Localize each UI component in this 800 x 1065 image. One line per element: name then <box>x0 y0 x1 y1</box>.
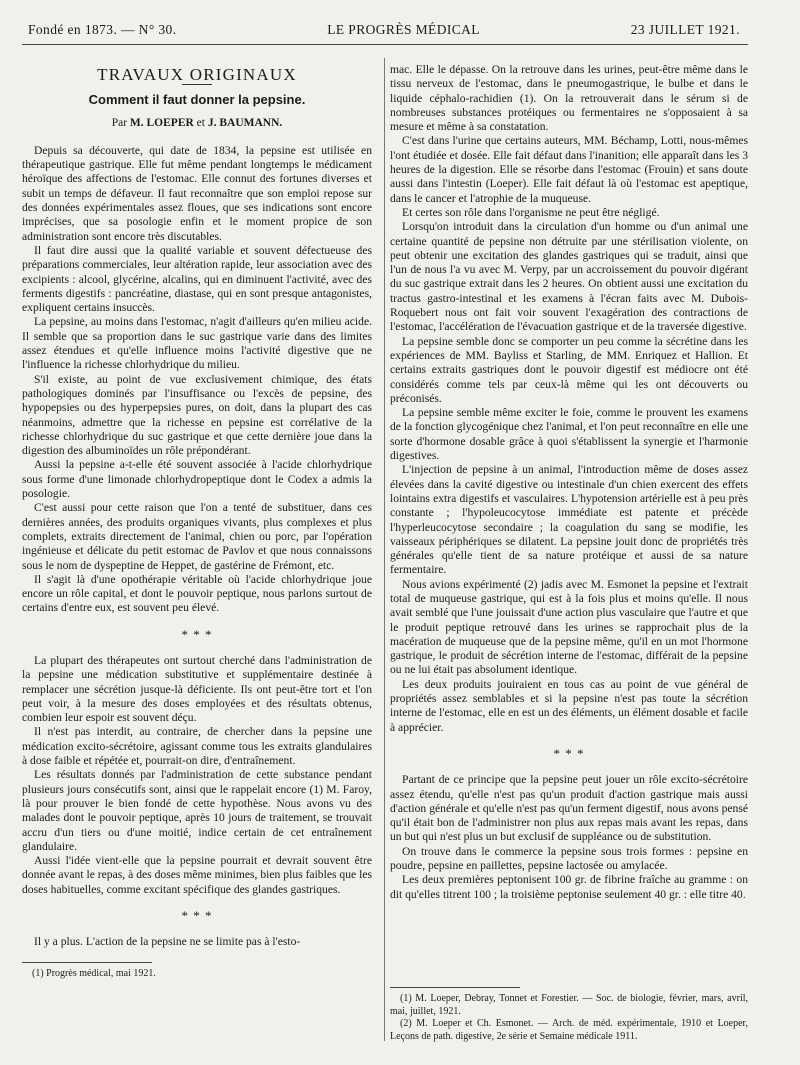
paragraph: Aussi la pepsine a-t-elle été souvent associée à l'acide chlorhydrique sous forme d'une limonade chlorhydropeptique dont le Codex a admis la posologie. <box>22 458 372 501</box>
paragraph: Depuis sa découverte, qui date de 1834, la pepsine est utilisée en thérapeutique gastrique. Elle fut même pendant longtemps le médicament héroïque des affections de l'estomac. Elle connut des fortunes diverses et subit un temps de défaveur. Il faut reconnaître que son emploi repose sur des données expérimentales assez floues, que ses indications sont encore imprécises, que sa posologie enfin et le moment propice de son administration sont encore très discutables. <box>22 143 372 243</box>
paragraph: La plupart des thérapeutes ont surtout cherché dans l'administration de la pepsine une médication substitutive et supplémentaire destinée à remplacer une sécrétion jusque-là déficiente. Ils ont peut-être tort et l'on peut voir, à la mesure des doses employées et des résultats obtenus, combien leur espoir est souvent déçu. <box>22 653 372 725</box>
paragraph: La pepsine semble même exciter le foie, comme le prouvent les examens de la fonction glycogénique chez l'animal, et l'on peut reconnaître en elle une sorte d'hormone dosable grâce à quoi s'établissent la synergie et l'harmonie digestives. <box>390 406 748 463</box>
header-date: 23 JUILLET 1921. <box>630 22 740 37</box>
section-title: TRAVAUX ORIGINAUX <box>97 66 297 84</box>
column-divider <box>384 58 385 1041</box>
paragraph: Les deux premières peptonisent 100 gr. de fibrine fraîche au gramme : on dit qu'elles titrent 100 ; la troisième peptonise seulement 40 gr. : elle titre 40. <box>390 873 748 901</box>
left-column <box>22 66 372 1043</box>
footnote-rule <box>22 962 152 963</box>
paragraph: Aussi l'idée vient-elle que la pepsine pourrait et devrait souvent être donnée avant le repas, à des doses même minimes, bien plus faibles que les doses habituelles, comme excitant spécifique des glandes gastriques. <box>22 854 372 896</box>
paragraph: Lorsqu'on introduit dans la circulation d'un homme ou d'un animal une certaine quantité de pepsine non détruite par une stérilisation violente, on peut obtenir une excitation des glandes gastriques qui se traduit, ainsi que l'un de nous l'a vu avec M. Verpy, par un accroissement du pouvoir digérant du suc gastrique extrait dans les 2 heures. On obtient aussi une excitation du tractus gastro-intestinal et les examens à l'écran faits avec M. Dubois-Roquebert nous ont fait voir souvent l'exagération des contractions de l'estomac, l'accélération de l'évacuation gastrique et de la traversée digestive. <box>390 220 748 334</box>
paragraph: La pepsine semble donc se comporter un peu comme la sécrétine dans les expériences de MM. Bayliss et Starling, de MM. Enriquez et Hallion. Et certains extraits gastriques dont le pouvoir digestif est médiocre ont été considérés comme tels par ceux-là même qui les ont découverts ou préconisés. <box>390 334 748 405</box>
paragraph: On trouve dans le commerce la pepsine sous trois formes : pepsine en poudre, pepsine en paillettes, pepsine lactosée ou amylacée. <box>390 844 748 873</box>
asterism-divider: * * * <box>181 626 213 642</box>
paragraph: L'injection de pepsine à un animal, l'introduction même de doses assez élevées dans la cavité digestive ou intestinale d'un chien exercent des effets lointains extra digestifs et vasculaires. L'hypotension artérielle est à peu près constante ; l'hypoleucocytose immédiate est patente et précède l'hyperleucocytose secondaire ; la coagulation du sang se modifie, les vaisseaux périphériques se dilatent. La pepsine jouit donc de propriétés très générales qu'elle tient de sa nature protéique et aussi de sa nature fermentaire. <box>390 463 748 577</box>
footnotes-block <box>390 975 748 1043</box>
byline-prefix: Par <box>111 116 128 129</box>
footnote: (1) M. Loeper, Debray, Tonnet et Forestier. — Soc. de biologie, février, mars, avril, mai, juillet, 1921. <box>390 993 748 1017</box>
paragraph: C'est dans l'urine que certains auteurs, MM. Béchamp, Lotti, nous-mêmes l'ont étudiée et dosée. Elle fait défaut dans l'inanition; elle apparaît dans les 3 heures de la digestion. Elle se résorbe dans l'estomac (Frouin) et sans doute aussi dans l'intestin (Loeper). Elle fait défaut là où l'estomac est apeptique, dans le cancer et l'atrophie de la muqueuse. <box>390 134 748 205</box>
asterism-divider: * * * <box>553 745 585 761</box>
author-name: J. BAUMANN. <box>207 116 283 129</box>
paragraph: Et certes son rôle dans l'organisme ne peut être négligé. <box>402 205 660 219</box>
paragraph: Nous avions expérimenté (2) jadis avec M. Esmonet la pepsine et l'extrait total de muqueuse gastrique, qui est à la fois plus et moins qu'elle. Il nous avait semblé que l'une jouissait d'une action plus vasculaire que l'autre et que le produit peptique retrouvé dans les urines se rapprochait plus de la macération de muqueuse que de la pepsine même, qu'il en un mot l'hormone gastrique, le produit de sécrétion interne de l'estomac, différait de la pepsine ou ne lui était pas absolument identique. <box>390 577 748 677</box>
paragraph: Il n'est pas interdit, au contraire, de chercher dans la pepsine une médication excito-sécrétoire, agissant comme tous les extraits glandulaires à dose faible et répétée et, pourrait-on dire, d'entraînement. <box>22 725 372 768</box>
title-rule <box>182 84 212 85</box>
paragraph: Il s'agit là d'une opothérapie véritable où l'acide chlorhydrique joue encore un rôle capital, et dont le pouvoir peptique, nous parlons surtout de certains d'entre eux, est souvent peu élevé. <box>22 572 372 615</box>
paragraph: Les deux produits jouiraient en tous cas au point de vue général de propriétés assez semblables et si la pepsine n'est pas toute la sécrétion interne de l'estomac, elle en est un des éléments, un élément dosable et facile à apprécier. <box>390 677 748 734</box>
header-founded: Fondé en 1873. — N° 30. <box>28 22 177 37</box>
paragraph: C'est aussi pour cette raison que l'on a tenté de substituer, dans ces dernières années, des produits organiques vivants, plus complexes et plus complets, extraits directement de l'animal, chien ou porc, par l'opération ingénieuse et délicate du petit estomac de Pavlov et que nous connaissons sous le nom de dyspeptine de Heppet, de gastérine de Frémont, etc. <box>22 501 372 572</box>
paragraph: Partant de ce principe que la pepsine peut jouer un rôle excito-sécrétoire assez étendu, qu'elle n'est pas qu'un produit d'action gastrique mais aussi d'action générale et qu'elle n'est pas qu'un ferment digestif, nous avons pensé qu'il était bon de l'administrer non plus aux repas mais avant les repas, dans un but qui n'est plus un but exclusif de suppléance ou de substitution. <box>390 773 748 844</box>
paragraph: Il faut dire aussi que la qualité variable et souvent défectueuse des préparations commerciales, leur altération rapide, leur association avec des excipients : alcool, glycérine, alcalins, qui en diminuent l'activité, avec des ferments digestifs : pancréatine, diastase, qui en sont presque antagonistes, expliquent certains insuccès. <box>22 243 372 315</box>
running-header <box>28 22 740 44</box>
header-journal-title: LE PROGRÈS MÉDICAL <box>327 22 480 37</box>
paragraph: mac. Elle le dépasse. On la retrouve dans les urines, peut-être même dans le tissu nerveux de l'estomac, dans le pneumogastrique, le bulbe et dans le liquide céphalo-rachidien (1). On la retrouverait dans le sérum si de nombreuses substances protéiques ou fermentaires ne s'opposaient à sa mesure et même à sa constatation. <box>390 63 748 134</box>
header-rule <box>22 44 748 45</box>
footnote: (2) M. Loeper et Ch. Esmonet. — Arch. de méd. expérimentale, 1910 et Loeper, Leçons de path. digestive, 2e série et Semaine médicale 1911. <box>390 1018 748 1042</box>
paragraph: S'il existe, au point de vue exclusivement chimique, des états pathologiques dominés par l'insuffisance ou l'excès de pepsine, des hypopepsies ou des hyperpepsies pures, on doit, dans la plupart des cas néanmoins, admettre que la richesse en pepsine est corrélative de la richesse chlorhydrique du suc gastrique et que cette dernière joue dans la digestion des albuminoïdes un rôle prépondérant. <box>22 372 372 458</box>
footnote-rule <box>390 987 520 988</box>
byline <box>22 116 372 130</box>
paragraph: Les résultats donnés par l'administration de cette substance pendant plusieurs jours consécutifs sont, ainsi que le rappelait encore (1) M. Faroy, là pour prouver le bien fondé de cette hypothèse. Nous avons vu des malades dont le pouvoir peptique, après 10 jours de traitement, se trouvait accru d'un tiers ou d'une moitié, indice certain de cet entraînement glandulaire. <box>22 768 372 853</box>
article-title: Comment il faut donner la pepsine. <box>88 92 306 108</box>
right-column <box>390 63 748 1043</box>
asterism-divider: * * * <box>181 908 213 924</box>
footnote: (1) Progrès médical, mai 1921. <box>32 967 156 979</box>
byline-and: et <box>196 116 205 129</box>
paragraph: La pepsine, au moins dans l'estomac, n'agit d'ailleurs qu'en milieu acide. Il semble que sa proportion dans le suc gastrique varie dans des limites assez étendues et qu'elle influence moins l'activité digestive que ne l'influence la richesse chlorhydrique du milieu. <box>22 315 372 372</box>
author-name: M. LOEPER <box>129 116 194 129</box>
paragraph: Il y a plus. L'action de la pepsine ne se limite pas à l'esto- <box>34 935 301 949</box>
